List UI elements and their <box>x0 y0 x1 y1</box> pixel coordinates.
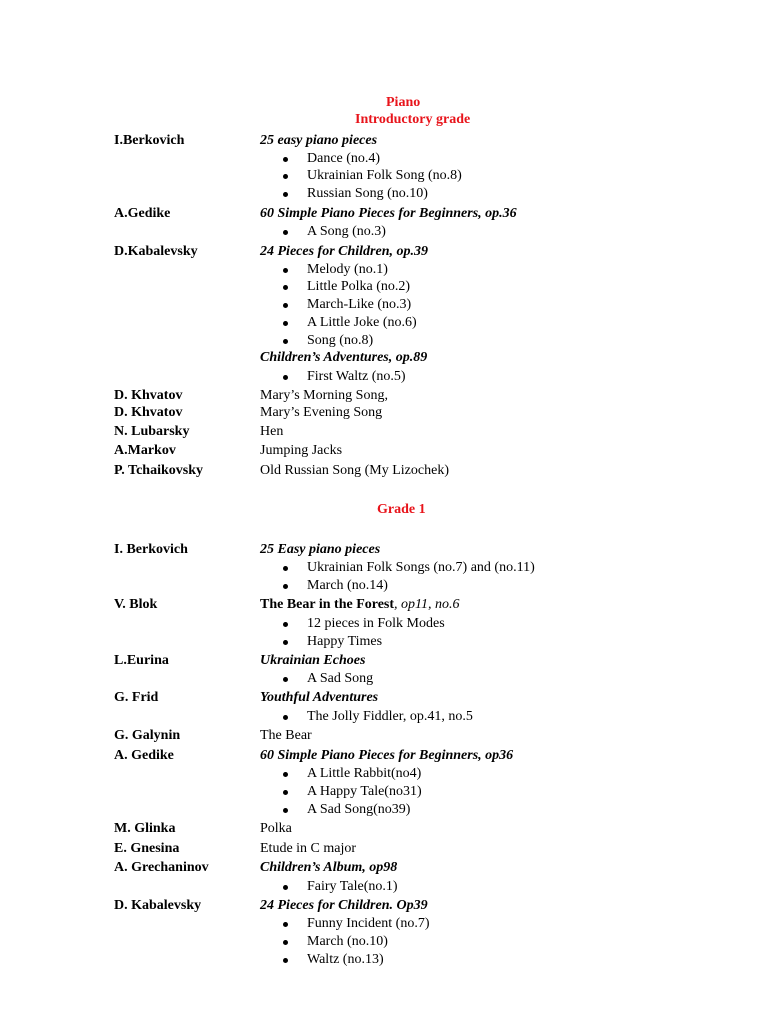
bullet-icon <box>283 885 288 890</box>
composer-name: A. Grechaninov <box>114 860 209 875</box>
composer-name: G. Galynin <box>114 728 181 743</box>
bullet-icon <box>283 922 288 927</box>
composer-name: V. Blok <box>114 597 158 612</box>
composer-name: N. Lubarsky <box>114 424 190 439</box>
piece-item: 12 pieces in Folk Modes <box>307 616 445 631</box>
piece-item: Fairy Tale(no.1) <box>307 879 398 894</box>
work-title: 60 Simple Piano Pieces for Beginners, op.36 <box>260 206 517 221</box>
composer-name: D. Kabalevsky <box>114 898 202 913</box>
work-title: Children’s Adventures, op.89 <box>260 350 428 365</box>
bullet-icon <box>283 958 288 963</box>
work-title: The Bear <box>260 728 312 743</box>
piece-item: Dance (no.4) <box>307 151 381 166</box>
work-title: 24 Pieces for Children. Op39 <box>260 898 428 913</box>
work-title: 25 Easy piano pieces <box>260 542 381 557</box>
page-title: Piano <box>386 95 421 110</box>
piece-item: March (no.14) <box>307 578 388 593</box>
bullet-icon <box>283 584 288 589</box>
piece-item: A Sad Song <box>307 671 374 686</box>
bullet-icon <box>283 339 288 344</box>
bullet-icon <box>283 321 288 326</box>
bullet-icon <box>283 622 288 627</box>
work-title: 25 easy piano pieces <box>260 133 378 148</box>
composer-name: M. Glinka <box>114 821 176 836</box>
section-heading-grade-1: Grade 1 <box>377 502 426 517</box>
piece-item: Russian Song (no.10) <box>307 186 428 201</box>
work-opus: , op11, no.6 <box>394 597 460 612</box>
piece-item: Ukrainian Folk Songs (no.7) and (no.11) <box>307 560 535 575</box>
work-title: The Bear in the Forest <box>260 597 395 612</box>
bullet-icon <box>283 375 288 380</box>
bullet-icon <box>283 790 288 795</box>
bullet-icon <box>283 808 288 813</box>
piece-item: Melody (no.1) <box>307 262 388 277</box>
composer-name: D. Khvatov <box>114 405 183 420</box>
piece-item: Happy Times <box>307 634 383 649</box>
piece-item: March-Like (no.3) <box>307 297 412 312</box>
work-title: 60 Simple Piano Pieces for Beginners, op36 <box>260 748 514 763</box>
bullet-icon <box>283 192 288 197</box>
piece-item: First Waltz (no.5) <box>307 369 406 384</box>
bullet-icon <box>283 772 288 777</box>
piece-item: A Little Rabbit(no4) <box>307 766 422 781</box>
piece-item: A Little Joke (no.6) <box>307 315 417 330</box>
bullet-icon <box>283 940 288 945</box>
piece-item: A Song (no.3) <box>307 224 386 239</box>
composer-name: D. Khvatov <box>114 388 183 403</box>
piece-item: Funny Incident (no.7) <box>307 916 430 931</box>
composer-name: A.Markov <box>114 443 176 458</box>
work-title: Mary’s Evening Song <box>260 405 383 420</box>
work-title-line <box>260 597 460 613</box>
work-title: Hen <box>260 424 284 439</box>
piece-item: March (no.10) <box>307 934 388 949</box>
piece-item: The Jolly Fiddler, op.41, no.5 <box>307 709 473 724</box>
composer-name: D.Kabalevsky <box>114 244 198 259</box>
work-title: Ukrainian Echoes <box>260 653 366 668</box>
composer-name: A.Gedike <box>114 206 171 221</box>
work-title: Polka <box>260 821 292 836</box>
bullet-icon <box>283 640 288 645</box>
bullet-icon <box>283 268 288 273</box>
work-title: Etude in C major <box>260 841 357 856</box>
bullet-icon <box>283 157 288 162</box>
composer-name: L.Eurina <box>114 653 169 668</box>
composer-name: A. Gedike <box>114 748 174 763</box>
composer-name: I.Berkovich <box>114 133 185 148</box>
bullet-icon <box>283 303 288 308</box>
piece-item: Little Polka (no.2) <box>307 279 411 294</box>
bullet-icon <box>283 174 288 179</box>
work-title: Children’s Album, op98 <box>260 860 398 875</box>
work-title: Old Russian Song (My Lizochek) <box>260 463 449 478</box>
composer-name: E. Gnesina <box>114 841 180 856</box>
section-heading-introductory: Introductory grade <box>355 112 471 127</box>
composer-name: G. Frid <box>114 690 159 705</box>
piece-item: Waltz (no.13) <box>307 952 384 967</box>
bullet-icon <box>283 230 288 235</box>
bullet-icon <box>283 285 288 290</box>
composer-name: P. Tchaikovsky <box>114 463 203 478</box>
bullet-icon <box>283 677 288 682</box>
work-title: Mary’s Morning Song, <box>260 388 388 403</box>
composer-name: I. Berkovich <box>114 542 188 557</box>
piece-item: Ukrainian Folk Song (no.8) <box>307 168 462 183</box>
piece-item: Song (no.8) <box>307 333 374 348</box>
work-title: 24 Pieces for Children, op.39 <box>260 244 428 259</box>
work-title: Youthful Adventures <box>260 690 379 705</box>
piece-item: A Happy Tale(no31) <box>307 784 422 799</box>
work-title: Jumping Jacks <box>260 443 343 458</box>
bullet-icon <box>283 566 288 571</box>
bullet-icon <box>283 715 288 720</box>
piece-item: A Sad Song(no39) <box>307 802 411 817</box>
